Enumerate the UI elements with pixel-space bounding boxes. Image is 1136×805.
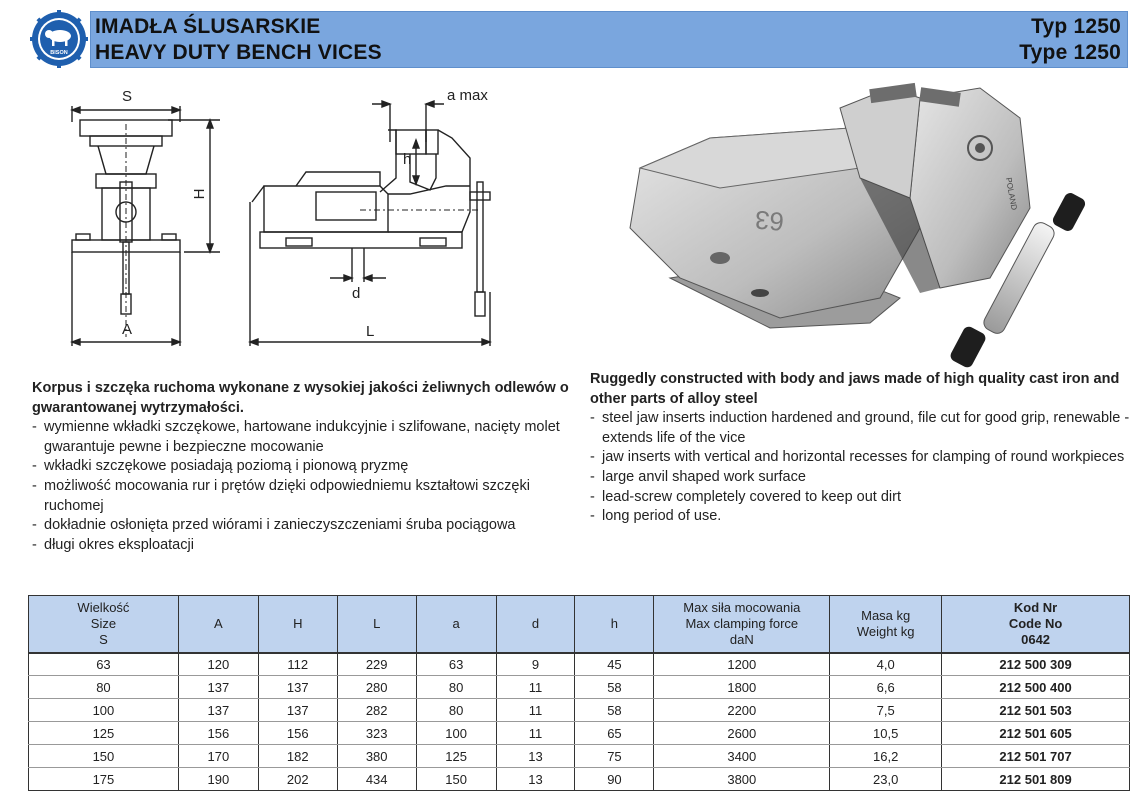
col-header-H: H xyxy=(258,596,337,653)
cell-d: 11 xyxy=(496,699,575,722)
type-label-en: Type 1250 xyxy=(1019,41,1121,64)
cell-size: 63 xyxy=(29,653,179,676)
cell-size: 80 xyxy=(29,676,179,699)
cell-h: 58 xyxy=(575,699,654,722)
col-header-d: d xyxy=(496,596,575,653)
vice-photo xyxy=(620,78,1100,368)
col-header-h: h xyxy=(575,596,654,653)
table-row xyxy=(29,653,1130,676)
list-item: - steel jaw inserts induction hardened and ground, file cut for good grip, renewable - extends life of the vice xyxy=(590,409,1130,448)
cell-code: 212 500 400 xyxy=(942,676,1130,699)
col-header-size: Wielkość Size S xyxy=(29,596,179,653)
description-en-lead: Ruggedly constructed with body and jaws made of high quality cast iron and other parts of alloy steel xyxy=(590,371,1120,407)
cell-d: 11 xyxy=(496,722,575,745)
cell-code: 212 501 605 xyxy=(942,722,1130,745)
cell-a: 80 xyxy=(416,676,496,699)
col-header-a: a xyxy=(416,596,496,653)
side-view-drawing xyxy=(240,82,600,352)
dim-d-label: d xyxy=(352,285,361,302)
col-header-mass: Masa kg Weight kg xyxy=(830,596,942,653)
description-pl-list xyxy=(32,418,572,555)
cell-L: 282 xyxy=(337,699,416,722)
cell-h: 58 xyxy=(575,676,654,699)
dim-H-label: H xyxy=(191,188,208,200)
cell-force: 3400 xyxy=(654,745,830,768)
cell-H: 202 xyxy=(258,768,337,791)
photo-poland-marking: POLAND xyxy=(1004,176,1019,211)
col-header-code: Kod Nr Code No 0642 xyxy=(942,596,1130,653)
cell-H: 112 xyxy=(258,653,337,676)
cell-code: 212 501 503 xyxy=(942,699,1130,722)
cell-d: 13 xyxy=(496,768,575,791)
cell-force: 1200 xyxy=(654,653,830,676)
list-item: - long period of use. xyxy=(590,507,1130,527)
cell-size: 175 xyxy=(29,768,179,791)
cell-d: 11 xyxy=(496,676,575,699)
col-header-A: A xyxy=(178,596,258,653)
cell-mass: 16,2 xyxy=(830,745,942,768)
cell-A: 137 xyxy=(178,676,258,699)
cell-size: 100 xyxy=(29,699,179,722)
description-en-list xyxy=(590,409,1130,527)
cell-code: 212 501 707 xyxy=(942,745,1130,768)
header-band xyxy=(90,11,1128,68)
cell-A: 120 xyxy=(178,653,258,676)
cell-size: 150 xyxy=(29,745,179,768)
cell-a: 80 xyxy=(416,699,496,722)
table-row xyxy=(29,722,1130,745)
cell-h: 65 xyxy=(575,722,654,745)
cell-L: 380 xyxy=(337,745,416,768)
table-header-row xyxy=(29,596,1130,653)
cell-A: 137 xyxy=(178,699,258,722)
spec-table xyxy=(28,595,1130,791)
page-title-pl: IMADŁA ŚLUSARSKIE xyxy=(95,15,321,38)
col-header-L: L xyxy=(337,596,416,653)
photo-size-marking: 63 xyxy=(753,204,786,237)
cell-H: 137 xyxy=(258,676,337,699)
logo-text: BISON xyxy=(50,50,68,56)
cell-mass: 4,0 xyxy=(830,653,942,676)
cell-mass: 10,5 xyxy=(830,722,942,745)
cell-h: 75 xyxy=(575,745,654,768)
cell-a: 100 xyxy=(416,722,496,745)
cell-L: 434 xyxy=(337,768,416,791)
front-view-drawing xyxy=(60,82,230,352)
cell-L: 323 xyxy=(337,722,416,745)
cell-mass: 6,6 xyxy=(830,676,942,699)
list-item: - wymienne wkładki szczękowe, hartowane indukcyjnie i szlifowane, nacięty molet gwarantuje pewne i bezpieczne mocowanie xyxy=(32,418,572,457)
dim-S-label: S xyxy=(122,88,133,105)
list-item: - długi okres eksploatacji xyxy=(32,536,572,556)
cell-d: 9 xyxy=(496,653,575,676)
cell-a: 63 xyxy=(416,653,496,676)
cell-code: 212 501 809 xyxy=(942,768,1130,791)
description-en xyxy=(590,370,1130,527)
cell-force: 3800 xyxy=(654,768,830,791)
cell-force: 2600 xyxy=(654,722,830,745)
dim-L-label: L xyxy=(366,323,375,340)
cell-L: 229 xyxy=(337,653,416,676)
cell-L: 280 xyxy=(337,676,416,699)
table-row xyxy=(29,699,1130,722)
table-row xyxy=(29,745,1130,768)
type-label-pl: Typ 1250 xyxy=(1031,15,1121,38)
dim-h-label: h xyxy=(403,151,412,168)
list-item: - large anvil shaped work surface xyxy=(590,468,1130,488)
cell-H: 182 xyxy=(258,745,337,768)
cell-A: 170 xyxy=(178,745,258,768)
cell-H: 137 xyxy=(258,699,337,722)
cell-force: 2200 xyxy=(654,699,830,722)
cell-force: 1800 xyxy=(654,676,830,699)
description-pl xyxy=(32,379,572,555)
dim-A-label: A xyxy=(122,321,133,338)
list-item: - wkładki szczękowe posiadają poziomą i pionową pryzmę xyxy=(32,457,572,477)
list-item: - dokładnie osłonięta przed wiórami i zanieczyszczeniami śruba pociągowa xyxy=(32,516,572,536)
page-title-en: HEAVY DUTY BENCH VICES xyxy=(95,41,382,64)
cell-d: 13 xyxy=(496,745,575,768)
cell-mass: 7,5 xyxy=(830,699,942,722)
description-pl-lead: Korpus i szczęka ruchoma wykonane z wysokiej jakości żeliwnych odlewów o gwarantowanej wytrzymałości. xyxy=(32,380,569,416)
cell-a: 150 xyxy=(416,768,496,791)
cell-h: 90 xyxy=(575,768,654,791)
cell-code: 212 500 309 xyxy=(942,653,1130,676)
cell-A: 190 xyxy=(178,768,258,791)
cell-H: 156 xyxy=(258,722,337,745)
bison-logo xyxy=(30,10,88,68)
table-row xyxy=(29,768,1130,791)
dim-a-max-label: a max xyxy=(447,87,488,104)
list-item: - możliwość mocowania rur i prętów dzięki odpowiedniemu kształtowi szczęki ruchomej xyxy=(32,477,572,516)
list-item: - lead-screw completely covered to keep out dirt xyxy=(590,488,1130,508)
col-header-force: Max siła mocowania Max clamping force daN xyxy=(654,596,830,653)
cell-h: 45 xyxy=(575,653,654,676)
list-item: - jaw inserts with vertical and horizontal recesses for clamping of round workpieces xyxy=(590,448,1130,468)
cell-a: 125 xyxy=(416,745,496,768)
table-row xyxy=(29,676,1130,699)
cell-size: 125 xyxy=(29,722,179,745)
cell-mass: 23,0 xyxy=(830,768,942,791)
cell-A: 156 xyxy=(178,722,258,745)
